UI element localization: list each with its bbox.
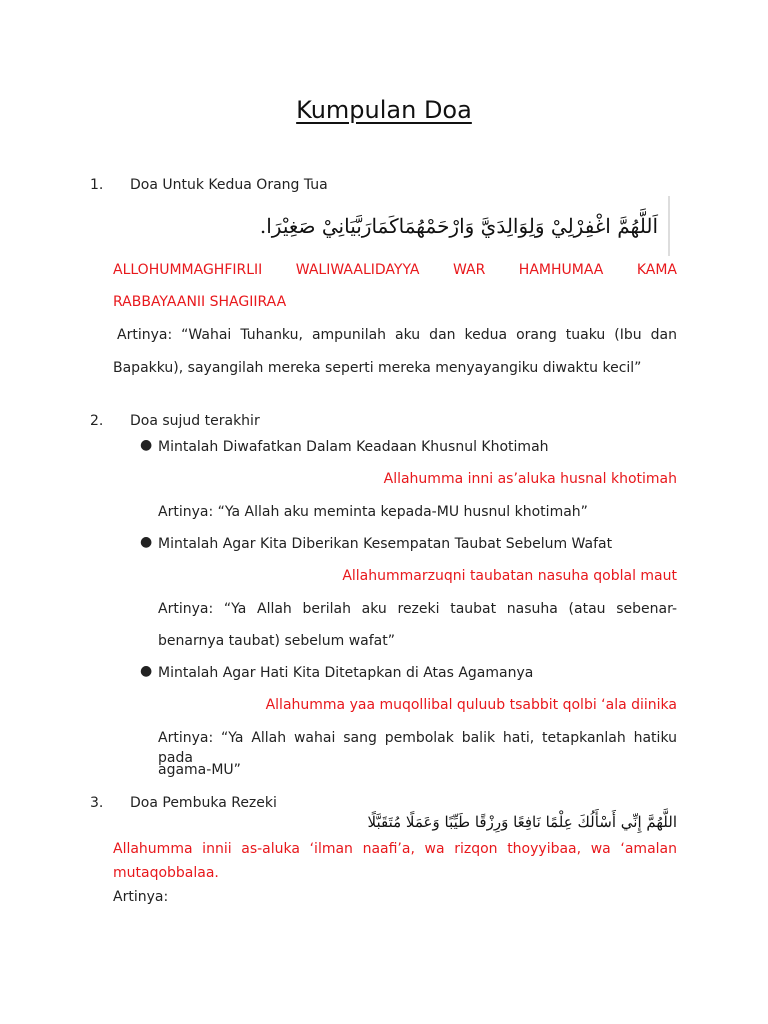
section-number: 1. (90, 177, 104, 193)
section-heading: Doa Untuk Kedua Orang Tua (130, 177, 328, 193)
bullet-label: Mintalah Agar Kita Diberikan Kesempatan Taubat Sebelum Wafat (158, 536, 613, 552)
latin-transliteration: mutaqobbalaa. (113, 865, 219, 881)
section-number: 3. (90, 795, 104, 811)
bullet-icon: ● (140, 437, 153, 453)
latin-transliteration: Allahummarzuqni taubatan nasuha qoblal maut (342, 568, 677, 584)
section-heading: Doa sujud terakhir (130, 413, 260, 429)
bullet-icon: ● (140, 663, 153, 679)
translation-text: benarnya taubat) sebelum wafat” (158, 633, 395, 649)
translation-text: Artinya: “Wahai Tuhanku, ampunilah aku dan kedua orang tuaku (Ibu dan (117, 327, 677, 343)
page-title: Kumpulan Doa (296, 96, 472, 124)
section-heading: Doa Pembuka Rezeki (130, 795, 277, 811)
bullet-icon: ● (140, 534, 153, 550)
latin-transliteration: RABBAYAANII SHAGIIRAA (113, 294, 287, 310)
arabic-text: اَللَّهُمَّ اغْفِرْلِيْ وَلِوَالِدَيَّ وَارْحَمْهُمَاكَمَارَبَّيَانِيْ صَغِيْرَا. (259, 214, 658, 238)
bullet-label: Mintalah Agar Hati Kita Ditetapkan di Atas Agamanya (158, 665, 534, 681)
translation-text: Artinya: (113, 889, 169, 905)
translation-text: Artinya: “Ya Allah wahai sang pembolak balik hati, tetapkanlah hatiku pada (158, 730, 677, 766)
arabic-text-image (259, 196, 670, 256)
translation-text: Artinya: “Ya Allah berilah aku rezeki taubat nasuha (atau sebenar- (158, 601, 677, 617)
translation-text: Artinya: “Ya Allah aku meminta kepada-MU husnul khotimah” (158, 504, 588, 520)
section-number: 2. (90, 413, 104, 429)
latin-transliteration: Allahumma yaa muqollibal quluub tsabbit qolbi ‘ala diinika (265, 697, 677, 713)
latin-transliteration: ALLOHUMMAGHFIRLII WALIWAALIDAYYA WAR HAMHUMAA KAMA (113, 262, 677, 278)
translation-text: Bapakku), sayangilah mereka seperti mereka menyayangiku diwaktu kecil” (113, 360, 642, 376)
translation-text: agama-MU” (158, 762, 241, 778)
arabic-text: اللَّهُمَّ إِنِّي أَسْأَلُكَ عِلْمًا نَافِعًا وَرِزْقًا طَيِّبًا وَعَمَلًا مُتَقَبَّلًا (367, 813, 677, 831)
bullet-label: Mintalah Diwafatkan Dalam Keadaan Khusnul Khotimah (158, 439, 549, 455)
latin-transliteration: Allahumma innii as-aluka ‘ilman naafi’a, wa rizqon thoyyibaa, wa ‘amalan (113, 841, 677, 857)
latin-transliteration: Allahumma inni as’aluka husnal khotimah (383, 471, 677, 487)
